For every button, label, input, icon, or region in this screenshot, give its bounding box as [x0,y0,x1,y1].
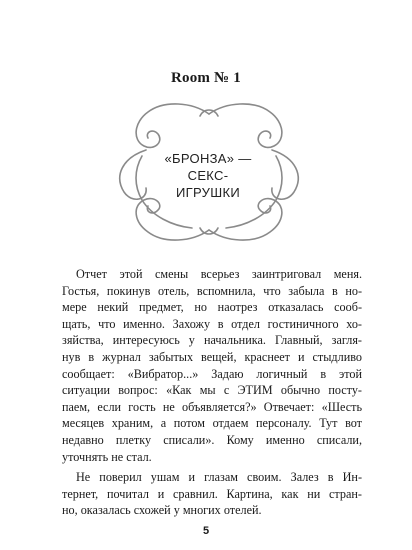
text-line: тернет, почитал и сравнил. Картина, как ни стран- [62,486,362,501]
text-line: паем, если гость не объявляется?» Отвечает: «Шесть [62,399,362,414]
text-line: зяйства, интересуюсь у начальника. Главный, загля- [62,333,362,348]
text-line: нув в журнал забытых вещей, краснеет и стыдливо [62,349,362,364]
chapter-title-line-1: «БРОНЗА» — [164,151,252,166]
text-line: ситуации вопрос: «Как мы с ЭТИМ обычно посту- [62,383,362,398]
chapter-title-line-3: ИГРУШКИ [176,185,240,200]
text-line: сообщает: «Вибратор...» Задаю логичный в этой [62,366,362,381]
text-line: месяцев храним, а потом отдаем персоналу. Тут вот [62,416,362,431]
paragraph-1 [62,266,362,465]
text-line: уточнять не стал. [62,449,152,464]
room-title: Room № 1 [170,70,241,86]
text-line: щать, что именно. Захожу в отдел гостиничного хо- [62,316,362,331]
text-line: Не поверил ушам и глазам своим. Залез в Ин- [76,470,362,485]
paragraph-2 [62,469,362,519]
body-text [62,266,362,523]
chapter-title-line-2: СЕКС- [187,168,229,183]
text-line: Гостья, покинув отель, вспомнила, что забыла в но- [62,283,362,298]
text-line: недавно плетку списали». Кому именно списали, [62,432,362,447]
text-line: Отчет этой смены всерьез заинтриговал меня. [76,267,362,281]
text-line: мере некий предмет, но наотрез отказалась сооб- [62,300,362,315]
text-line: но, оказалась схожей у многих отелей. [62,503,262,518]
chapter-title [146,150,270,201]
page-number: 5 [202,525,210,537]
